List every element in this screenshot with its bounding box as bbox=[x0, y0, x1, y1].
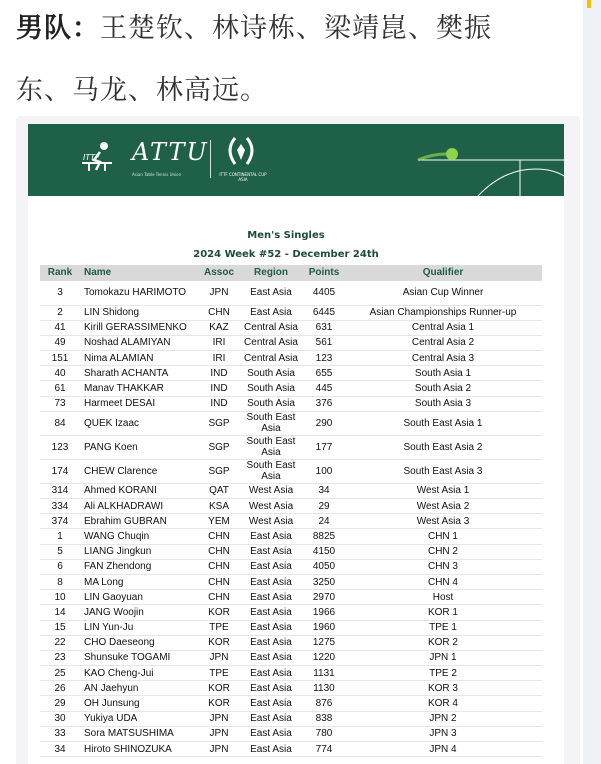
cell-qualifier: JPN 1 bbox=[344, 650, 542, 665]
cell-assoc: JPN bbox=[200, 742, 238, 757]
intro-line-1-text: 王楚钦、林诗栋、梁靖崑、樊振 bbox=[100, 13, 492, 44]
cell-region: East Asia bbox=[238, 726, 304, 741]
cell-assoc: KSA bbox=[200, 499, 238, 514]
cell-region: East Asia bbox=[238, 590, 304, 605]
cell-points: 1960 bbox=[304, 620, 344, 635]
cell-qualifier: JPN 2 bbox=[344, 711, 542, 726]
cell-region: West Asia bbox=[238, 499, 304, 514]
cell-name: Hiroto SHINOZUKA bbox=[80, 742, 200, 757]
cell-rank: 84 bbox=[40, 411, 80, 435]
document-banner bbox=[28, 124, 564, 196]
table-row bbox=[40, 320, 542, 335]
cell-points: 4405 bbox=[304, 281, 344, 305]
cell-qualifier: Central Asia 1 bbox=[344, 320, 542, 335]
cell-region: East Asia bbox=[238, 635, 304, 650]
table-row bbox=[40, 366, 542, 381]
cell-assoc: SGP bbox=[200, 459, 238, 483]
cell-name: QUEK Izaac bbox=[80, 411, 200, 435]
cell-rank: 34 bbox=[40, 742, 80, 757]
cell-qualifier: South East Asia 1 bbox=[344, 411, 542, 435]
cell-points: 655 bbox=[304, 366, 344, 381]
cell-points: 6445 bbox=[304, 305, 344, 320]
cell-name: LIN Yun-Ju bbox=[80, 620, 200, 635]
cell-region: East Asia bbox=[238, 711, 304, 726]
cell-name: Ahmed KORANI bbox=[80, 483, 200, 498]
cell-assoc: IND bbox=[200, 366, 238, 381]
cell-rank: 33 bbox=[40, 726, 80, 741]
cell-qualifier: CHN 3 bbox=[344, 559, 542, 574]
cell-assoc: KOR bbox=[200, 605, 238, 620]
table-row bbox=[40, 381, 542, 396]
cell-name: LIN Shidong bbox=[80, 305, 200, 320]
cell-rank: 151 bbox=[40, 351, 80, 366]
table-row bbox=[40, 590, 542, 605]
cell-region: East Asia bbox=[238, 650, 304, 665]
cell-name: Sharath ACHANTA bbox=[80, 366, 200, 381]
cell-qualifier: Host bbox=[344, 590, 542, 605]
cell-name: Shunsuke TOGAMI bbox=[80, 650, 200, 665]
cell-qualifier: South Asia 1 bbox=[344, 366, 542, 381]
cell-points: 290 bbox=[304, 411, 344, 435]
cell-name: JANG Woojin bbox=[80, 605, 200, 620]
cell-name: Ali ALKHADRAWI bbox=[80, 499, 200, 514]
header-rank: Rank bbox=[40, 265, 80, 281]
cell-assoc: KOR bbox=[200, 635, 238, 650]
cell-region: South Asia bbox=[238, 396, 304, 411]
cell-assoc: JPN bbox=[200, 650, 238, 665]
cell-points: 1131 bbox=[304, 666, 344, 681]
cell-name: Tomokazu HARIMOTO bbox=[80, 281, 200, 305]
cell-qualifier: Asian Cup Winner bbox=[344, 281, 542, 305]
table-row bbox=[40, 696, 542, 711]
cell-region: East Asia bbox=[238, 696, 304, 711]
cell-region: East Asia bbox=[238, 742, 304, 757]
cell-qualifier: KOR 4 bbox=[344, 696, 542, 711]
attu-wordmark: ATTU bbox=[132, 138, 209, 166]
table-row bbox=[40, 396, 542, 411]
cell-qualifier: South East Asia 2 bbox=[344, 435, 542, 459]
cell-name: OH Junsung bbox=[80, 696, 200, 711]
cell-name: Ebrahim GUBRAN bbox=[80, 514, 200, 529]
header-points: Points bbox=[304, 265, 344, 281]
cell-region: West Asia bbox=[238, 514, 304, 529]
table-row bbox=[40, 726, 542, 741]
cell-region: East Asia bbox=[238, 281, 304, 305]
cell-assoc: SGP bbox=[200, 411, 238, 435]
table-row bbox=[40, 650, 542, 665]
cell-region: East Asia bbox=[238, 544, 304, 559]
cup-subtitle-line-2: ASIA bbox=[238, 177, 248, 182]
cell-qualifier: West Asia 1 bbox=[344, 483, 542, 498]
cell-assoc: CHN bbox=[200, 529, 238, 544]
cell-points: 100 bbox=[304, 459, 344, 483]
cell-qualifier: JPN 3 bbox=[344, 726, 542, 741]
table-row bbox=[40, 620, 542, 635]
cell-name: LIN Gaoyuan bbox=[80, 590, 200, 605]
table-row bbox=[40, 335, 542, 350]
cell-points: 29 bbox=[304, 499, 344, 514]
side-scroll-strip bbox=[583, 0, 601, 764]
attu-subtitle: Asian Table Tennis Union bbox=[132, 172, 182, 177]
table-tennis-decoration-icon bbox=[408, 124, 564, 196]
cell-assoc: IRI bbox=[200, 335, 238, 350]
cell-name: PANG Koen bbox=[80, 435, 200, 459]
table-row bbox=[40, 544, 542, 559]
table-row bbox=[40, 411, 542, 435]
intro-paragraph bbox=[16, 10, 576, 110]
cell-qualifier: CHN 1 bbox=[344, 529, 542, 544]
continental-cup-logo-icon bbox=[224, 134, 258, 172]
header-qualifier: Qualifier bbox=[344, 265, 542, 281]
cell-rank: 2 bbox=[40, 305, 80, 320]
cell-region: Central Asia bbox=[238, 320, 304, 335]
cell-rank: 23 bbox=[40, 650, 80, 665]
cell-qualifier: Central Asia 3 bbox=[344, 351, 542, 366]
table-row bbox=[40, 514, 542, 529]
cell-name: WANG Chuqin bbox=[80, 529, 200, 544]
cell-qualifier: KOR 3 bbox=[344, 681, 542, 696]
cell-name: MA Long bbox=[80, 574, 200, 589]
cell-points: 774 bbox=[304, 742, 344, 757]
cell-assoc: TPE bbox=[200, 666, 238, 681]
ittf-logo-icon bbox=[80, 138, 114, 174]
table-row bbox=[40, 483, 542, 498]
cell-region: East Asia bbox=[238, 605, 304, 620]
cell-points: 780 bbox=[304, 726, 344, 741]
cell-qualifier: JPN 4 bbox=[344, 742, 542, 757]
cell-rank: 334 bbox=[40, 499, 80, 514]
cell-rank: 10 bbox=[40, 590, 80, 605]
cell-points: 1966 bbox=[304, 605, 344, 620]
cell-points: 8825 bbox=[304, 529, 344, 544]
cell-name: AN Jaehyun bbox=[80, 681, 200, 696]
cell-assoc: CHN bbox=[200, 305, 238, 320]
table-row bbox=[40, 742, 542, 757]
cell-rank: 15 bbox=[40, 620, 80, 635]
cell-qualifier: South Asia 3 bbox=[344, 396, 542, 411]
cell-name: LIANG Jingkun bbox=[80, 544, 200, 559]
cell-points: 4150 bbox=[304, 544, 344, 559]
cell-name: Harmeet DESAI bbox=[80, 396, 200, 411]
cell-assoc: KAZ bbox=[200, 320, 238, 335]
cell-qualifier: Central Asia 2 bbox=[344, 335, 542, 350]
cell-region: East Asia bbox=[238, 666, 304, 681]
cup-subtitle bbox=[208, 172, 278, 182]
cell-assoc: KOR bbox=[200, 696, 238, 711]
table-row bbox=[40, 351, 542, 366]
cell-assoc: IND bbox=[200, 396, 238, 411]
cell-assoc: JPN bbox=[200, 726, 238, 741]
cell-name: CHEW Clarence bbox=[80, 459, 200, 483]
cell-assoc: IRI bbox=[200, 351, 238, 366]
cell-assoc: JPN bbox=[200, 711, 238, 726]
cell-region: East Asia bbox=[238, 681, 304, 696]
cell-name: Yukiya UDA bbox=[80, 711, 200, 726]
cell-points: 123 bbox=[304, 351, 344, 366]
table-row bbox=[40, 605, 542, 620]
cell-region: South East Asia bbox=[238, 435, 304, 459]
cell-rank: 49 bbox=[40, 335, 80, 350]
cell-rank: 22 bbox=[40, 635, 80, 650]
cell-region: South East Asia bbox=[238, 411, 304, 435]
cell-points: 445 bbox=[304, 381, 344, 396]
cell-qualifier: South East Asia 3 bbox=[344, 459, 542, 483]
cell-rank: 25 bbox=[40, 666, 80, 681]
intro-line-1 bbox=[16, 10, 576, 66]
cell-region: East Asia bbox=[238, 529, 304, 544]
svg-text:ITTF: ITTF bbox=[83, 153, 100, 162]
cell-points: 1275 bbox=[304, 635, 344, 650]
cell-region: East Asia bbox=[238, 574, 304, 589]
cell-region: East Asia bbox=[238, 305, 304, 320]
cell-points: 631 bbox=[304, 320, 344, 335]
cell-rank: 5 bbox=[40, 544, 80, 559]
cell-points: 177 bbox=[304, 435, 344, 459]
cell-region: Central Asia bbox=[238, 351, 304, 366]
cell-name: Kirill GERASSIMENKO bbox=[80, 320, 200, 335]
cell-qualifier: South Asia 2 bbox=[344, 381, 542, 396]
cell-assoc: CHN bbox=[200, 574, 238, 589]
cell-qualifier: West Asia 3 bbox=[344, 514, 542, 529]
table-row bbox=[40, 459, 542, 483]
table-header bbox=[40, 265, 542, 281]
highlight-mark bbox=[587, 0, 591, 8]
cell-name: KAO Cheng-Jui bbox=[80, 666, 200, 681]
cell-points: 2970 bbox=[304, 590, 344, 605]
cell-region: East Asia bbox=[238, 620, 304, 635]
cell-region: Central Asia bbox=[238, 335, 304, 350]
cell-rank: 8 bbox=[40, 574, 80, 589]
cell-rank: 41 bbox=[40, 320, 80, 335]
cell-assoc: TPE bbox=[200, 620, 238, 635]
cell-rank: 61 bbox=[40, 381, 80, 396]
cell-region: South Asia bbox=[238, 366, 304, 381]
cell-points: 838 bbox=[304, 711, 344, 726]
intro-label: 男队： bbox=[16, 13, 100, 44]
cell-qualifier: Asian Championships Runner-up bbox=[344, 305, 542, 320]
cell-assoc: CHN bbox=[200, 559, 238, 574]
cell-rank: 40 bbox=[40, 366, 80, 381]
header-region: Region bbox=[238, 265, 304, 281]
cell-name: CHO Daeseong bbox=[80, 635, 200, 650]
table-row bbox=[40, 574, 542, 589]
table-row bbox=[40, 281, 542, 305]
document-subtitle: 2024 Week #52 - December 24th bbox=[193, 249, 379, 260]
cell-rank: 123 bbox=[40, 435, 80, 459]
cell-qualifier: KOR 2 bbox=[344, 635, 542, 650]
cell-rank: 6 bbox=[40, 559, 80, 574]
cell-assoc: CHN bbox=[200, 544, 238, 559]
cell-rank: 26 bbox=[40, 681, 80, 696]
cell-rank: 3 bbox=[40, 281, 80, 305]
header-name: Name bbox=[80, 265, 200, 281]
cell-qualifier: CHN 2 bbox=[344, 544, 542, 559]
table-row bbox=[40, 305, 542, 320]
table-row bbox=[40, 635, 542, 650]
table-row bbox=[40, 529, 542, 544]
cell-rank: 174 bbox=[40, 459, 80, 483]
table-row bbox=[40, 666, 542, 681]
header-assoc: Assoc bbox=[200, 265, 238, 281]
cell-region: East Asia bbox=[238, 559, 304, 574]
cell-name: FAN Zhendong bbox=[80, 559, 200, 574]
cell-region: South East Asia bbox=[238, 459, 304, 483]
cell-rank: 314 bbox=[40, 483, 80, 498]
intro-line-2: 东、马龙、林高远。 bbox=[16, 75, 268, 106]
cell-assoc: KOR bbox=[200, 681, 238, 696]
cell-points: 3250 bbox=[304, 574, 344, 589]
document-image-frame bbox=[16, 116, 580, 764]
table-row bbox=[40, 559, 542, 574]
cell-qualifier: West Asia 2 bbox=[344, 499, 542, 514]
cell-assoc: YEM bbox=[200, 514, 238, 529]
cell-rank: 30 bbox=[40, 711, 80, 726]
cell-qualifier: TPE 1 bbox=[344, 620, 542, 635]
cell-qualifier: CHN 4 bbox=[344, 574, 542, 589]
table-body bbox=[40, 281, 542, 757]
cell-name: Sora MATSUSHIMA bbox=[80, 726, 200, 741]
cell-points: 876 bbox=[304, 696, 344, 711]
cell-rank: 29 bbox=[40, 696, 80, 711]
cell-name: Noshad ALAMIYAN bbox=[80, 335, 200, 350]
cell-points: 376 bbox=[304, 396, 344, 411]
cell-assoc: QAT bbox=[200, 483, 238, 498]
cell-qualifier: TPE 2 bbox=[344, 666, 542, 681]
cell-name: Manav THAKKAR bbox=[80, 381, 200, 396]
cell-rank: 73 bbox=[40, 396, 80, 411]
cell-rank: 374 bbox=[40, 514, 80, 529]
cell-qualifier: KOR 1 bbox=[344, 605, 542, 620]
cell-assoc: CHN bbox=[200, 590, 238, 605]
cell-points: 4050 bbox=[304, 559, 344, 574]
table-header-row bbox=[40, 265, 542, 281]
cell-assoc: SGP bbox=[200, 435, 238, 459]
cell-rank: 14 bbox=[40, 605, 80, 620]
document-title: Men's Singles bbox=[247, 230, 325, 241]
cell-points: 1130 bbox=[304, 681, 344, 696]
cup-subtitle-line-1: ITTF CONTINENTAL CUP bbox=[219, 172, 267, 177]
cell-assoc: JPN bbox=[200, 281, 238, 305]
cell-points: 34 bbox=[304, 483, 344, 498]
table-row bbox=[40, 435, 542, 459]
table-row bbox=[40, 711, 542, 726]
table-row bbox=[40, 681, 542, 696]
cell-points: 24 bbox=[304, 514, 344, 529]
cell-points: 1220 bbox=[304, 650, 344, 665]
cell-region: West Asia bbox=[238, 483, 304, 498]
cell-rank: 1 bbox=[40, 529, 80, 544]
cell-assoc: IND bbox=[200, 381, 238, 396]
cell-name: Nima ALAMIAN bbox=[80, 351, 200, 366]
ranking-document bbox=[28, 124, 564, 764]
cell-points: 561 bbox=[304, 335, 344, 350]
table-row bbox=[40, 499, 542, 514]
cell-region: South Asia bbox=[238, 381, 304, 396]
ranking-table bbox=[40, 265, 542, 757]
